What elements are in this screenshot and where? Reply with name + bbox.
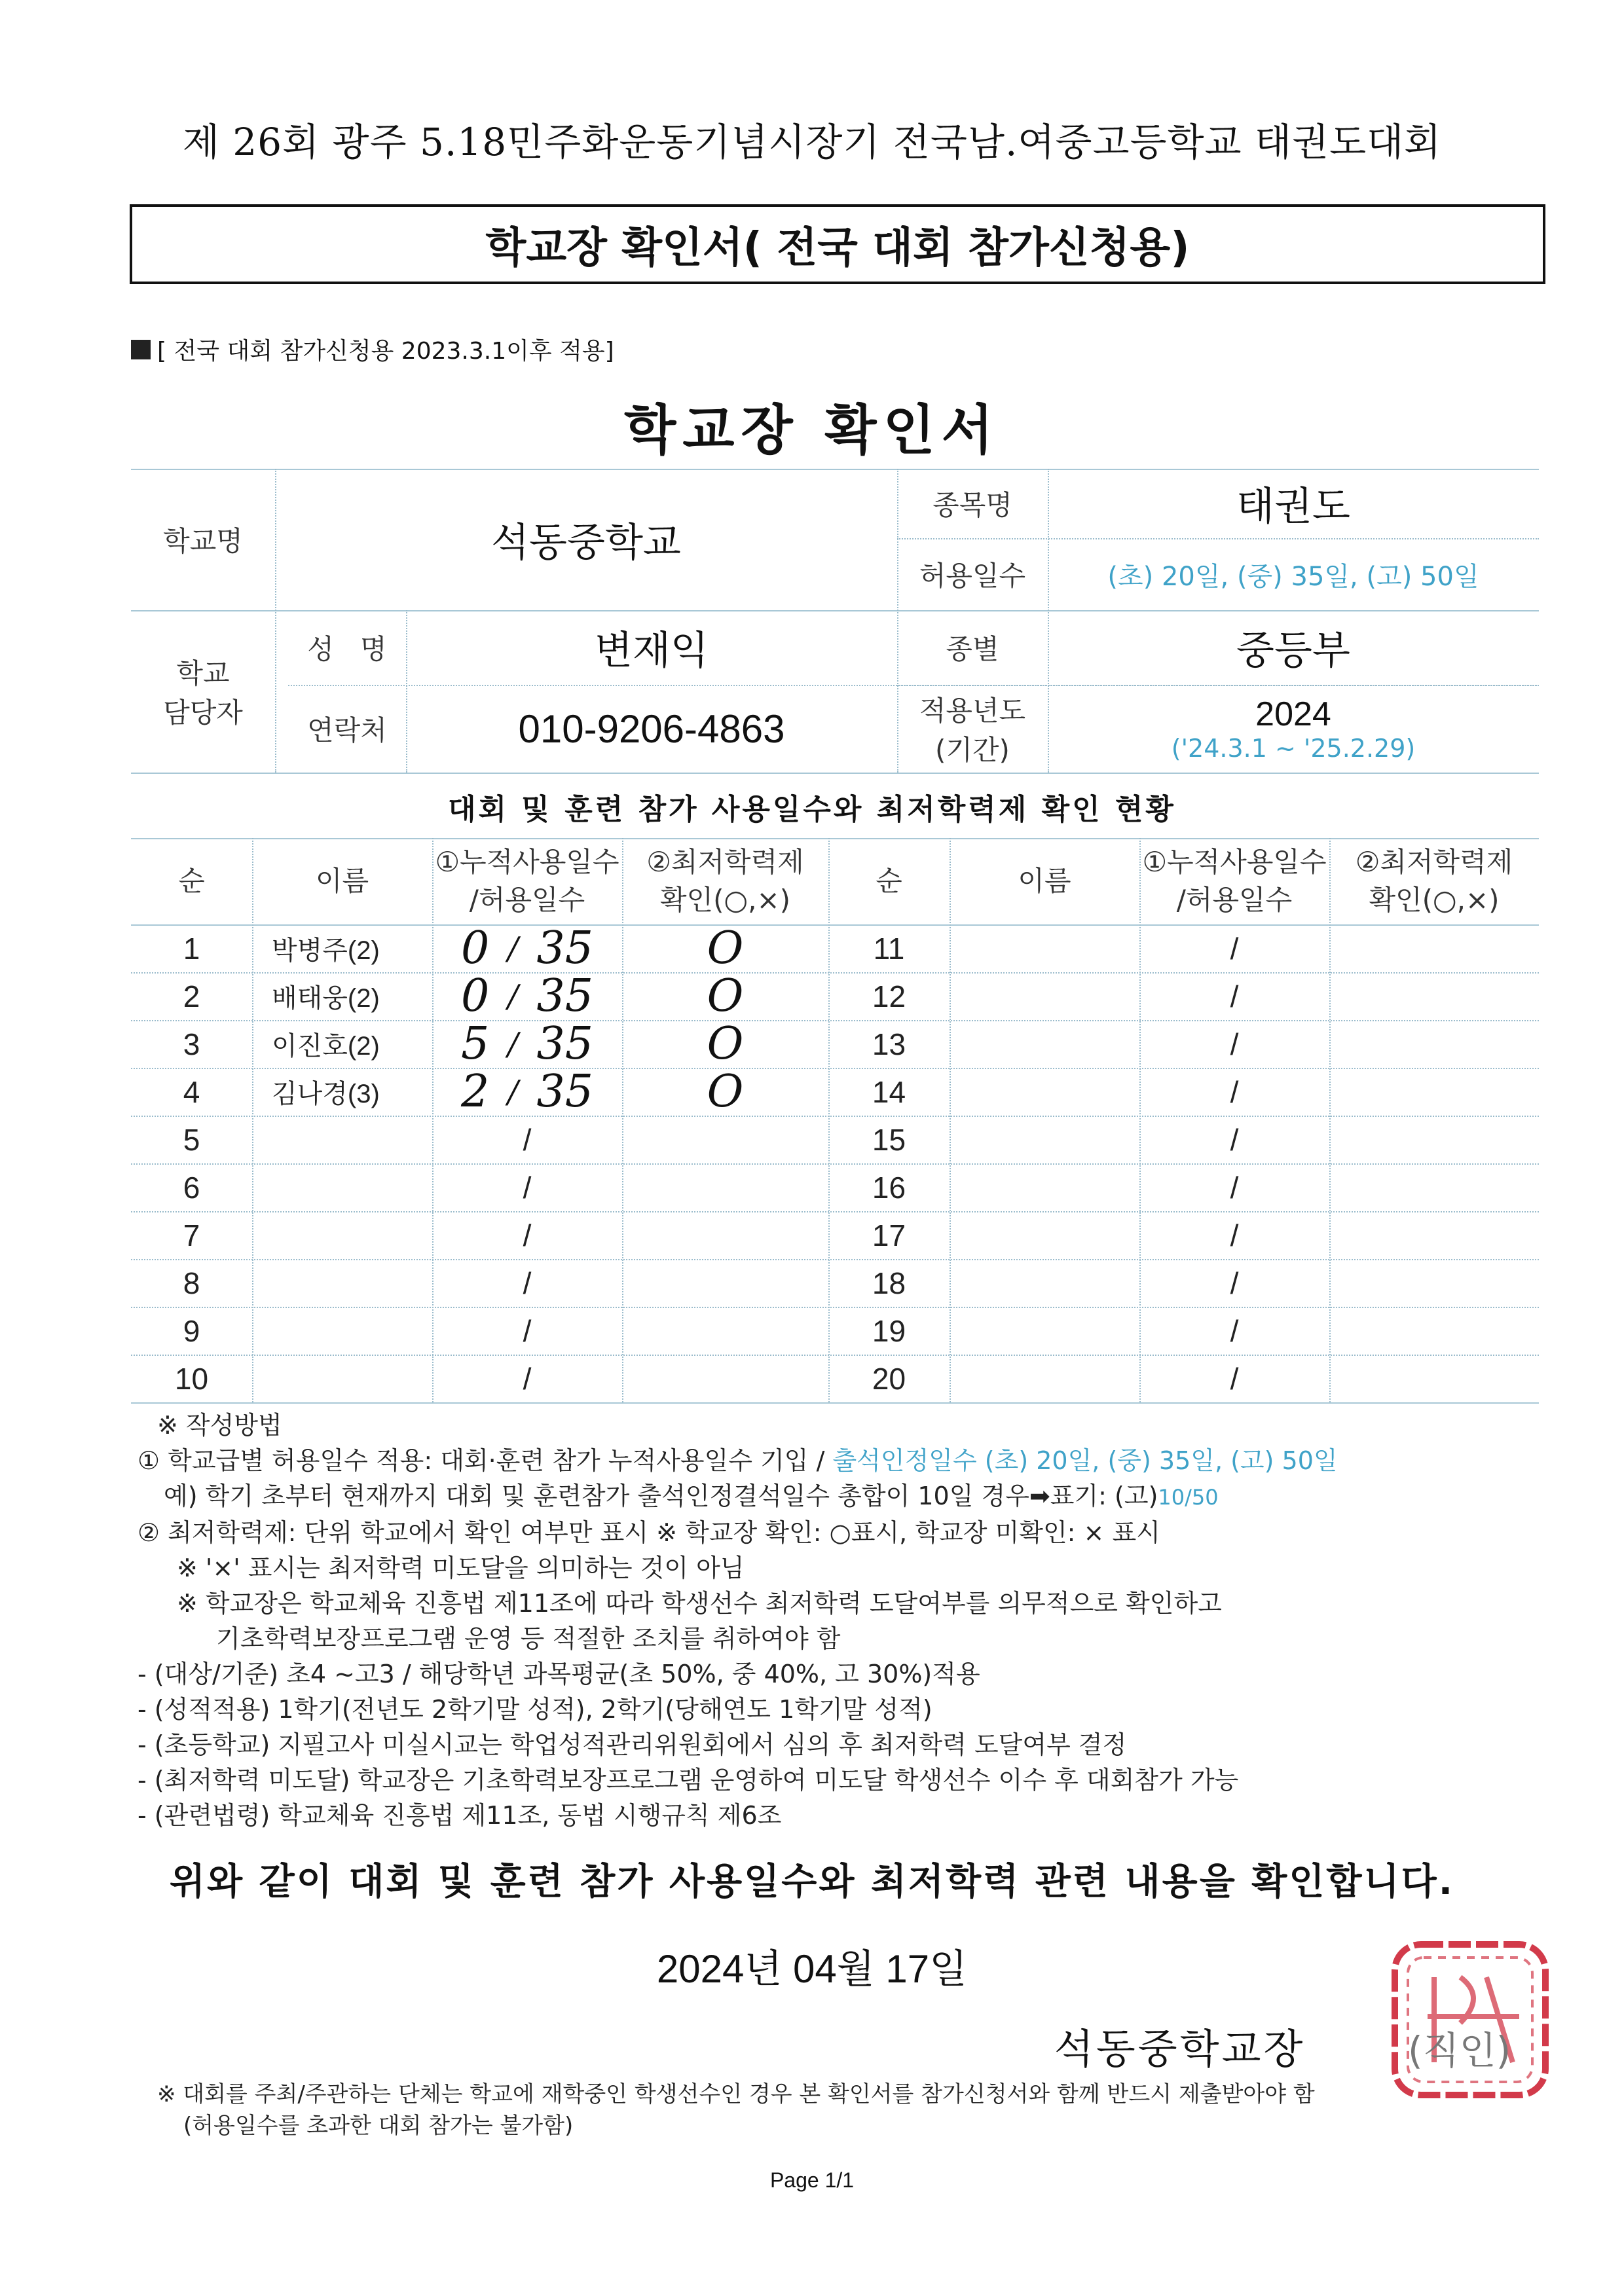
col-header-no: 순 [178,865,205,897]
col-header-days [432,838,622,924]
writing-instructions [138,1408,1565,1833]
days-separator-right: / [1230,1266,1239,1300]
instructions-title: ※ 작성방법 [157,1411,282,1440]
min-academic-check: O [707,1066,744,1118]
applicable-year: 2024 [1255,695,1331,733]
row-number-right: 20 [872,1361,906,1396]
col-header-min-right-line-2: 확인(○,×) [1369,884,1500,916]
footnote-line-1: ※ 대회를 주최/주관하는 단체는 학교에 재학중인 학생선수인 경우 본 확인서를 참가신청서와 함께 반드시 제출받아야 함 [157,2081,1315,2107]
col-header-name-right: 이름 [1018,865,1071,897]
min-academic-check: O [707,970,744,1022]
staff-name-value: 변재익 [595,629,709,672]
col-header-min-right-line-1: ②최저학력제 [1355,846,1513,878]
student-name: 배태웅(2) [272,984,380,1013]
allowed-days-value: (초) 20일, (중) 35일, (고) 50일 [1107,561,1479,592]
col-header-min-academic [622,838,828,924]
row-number-right: 16 [872,1170,906,1205]
attendance-days-note: 출석인정일수 (초) 20일, (중) 35일, (고) 50일 [832,1446,1338,1475]
staff-label-line-2: 담당자 [163,697,243,729]
year-label-line-1: 적용년도 [919,695,1026,727]
days-separator: / [523,1313,532,1348]
row-number: 7 [183,1218,200,1252]
days-separator-right: / [1230,1218,1239,1252]
days-separator: / [507,930,519,967]
days-separator-right: / [1230,1361,1239,1396]
contact-value: 010-9206-4863 [518,706,785,751]
days-used [432,1068,622,1116]
instruction-line: ② 최저학력제: 단위 학교에서 확인 여부만 표시 ※ 학교장 확인: ○표시, 학교장 미확인: × 표시 [138,1518,1160,1547]
days-separator: / [523,1361,532,1396]
col-header-no-right: 순 [876,865,902,897]
competition-title: 제 26회 광주 5.18민주화운동기념시장기 전국남.여중고등학교 태권도대회 [182,120,1442,164]
applicability-note-text: [ 전국 대회 참가신청용 2023.3.1이후 적용] [157,338,614,365]
row-number-right: 17 [872,1218,906,1252]
instruction-line [138,1443,1565,1478]
square-bullet-icon [131,340,151,359]
instruction-line: 기초학력보장프로그램 운영 등 적절한 조치를 취하여야 함 [216,1624,841,1653]
used-days-value: 0 [461,970,490,1022]
status-heading: 대회 및 훈련 참가 사용일수와 최저학력제 확인 현황 [448,793,1176,826]
school-name-label: 학교명 [163,525,243,557]
instruction-text: 예) 학기 초부터 현재까지 대회 및 훈련참가 출석인정결석일수 총합이 10일 경우➡표기: (고) [164,1482,1158,1510]
year-label-line-2: (기간) [935,734,1010,766]
category-value: 중등부 [1236,629,1350,672]
row-number: 8 [183,1266,200,1300]
row-number-right: 13 [872,1027,906,1061]
allowed-days-cell: 35 [536,970,593,1022]
school-name-value: 석동중학교 [491,520,681,564]
row-number: 5 [183,1122,200,1157]
days-separator-right: / [1230,979,1239,1013]
instruction-line: - (대상/기준) 초4 ~고3 / 해당학년 과목평균(초 50%, 중 40%, 고 30%)적용 [138,1660,980,1688]
instruction-line: - (관련법령) 학교체육 진흥법 제11조, 동법 시행규칙 제6조 [138,1801,782,1830]
days-used [432,972,622,1020]
days-used [432,924,622,972]
document-title-box [130,204,1545,284]
col-header-days-line-2: /허용일수 [469,884,585,916]
seal-placeholder: (직인) [1408,2028,1511,2073]
col-header-name: 이름 [315,865,369,897]
col-header-min-line-2: 확인(○,×) [659,884,791,916]
row-number-right: 18 [872,1266,906,1300]
days-separator-right: / [1230,1027,1239,1061]
used-days-value: 2 [461,1066,490,1118]
row-number: 2 [183,979,200,1013]
applicable-period: ('24.3.1 ~ '25.2.29) [1171,734,1416,763]
allowed-days-cell: 35 [536,1066,593,1118]
col-header-days-line-1: ①누적사용일수 [435,846,619,878]
used-days-value: 5 [461,1018,490,1070]
principal-signature: 석동중학교장 [1054,2025,1306,2073]
category-label: 종별 [946,633,999,665]
row-number-right: 12 [872,979,906,1013]
sport-label: 종목명 [932,489,1012,521]
year-value [1048,685,1539,773]
row-number: 1 [183,931,200,966]
allowed-days-cell: 35 [536,1018,593,1070]
row-number-right: 14 [872,1074,906,1109]
days-separator: / [507,977,519,1015]
days-used [432,1020,622,1068]
days-separator: / [507,1025,519,1063]
days-separator: / [523,1218,532,1252]
instruction-text: ① 학교급별 허용일수 적용: 대회·훈련 참가 누적사용일수 기입 / [138,1446,833,1475]
student-name: 박병주(2) [272,936,380,965]
days-separator-right: / [1230,1122,1239,1157]
allowed-days-cell: 35 [536,922,593,974]
contact-label: 연락처 [307,714,387,746]
row-number: 3 [183,1027,200,1061]
days-separator: / [523,1122,532,1157]
days-separator-right: / [1230,1170,1239,1205]
col-header-days-right-line-1: ①누적사용일수 [1142,846,1327,878]
row-number-right: 11 [873,931,905,966]
allowed-days-label: 허용일수 [919,560,1026,592]
col-header-min-right [1329,838,1539,924]
days-separator-right: / [1230,1313,1239,1348]
document-title: 학교장 확인서( 전국 대회 참가신청용) [485,224,1190,272]
instruction-line: ※ '×' 표시는 최저학력 미도달을 의미하는 것이 아님 [177,1554,745,1582]
row-number-right: 15 [872,1122,906,1157]
col-header-days-right-line-2: /허용일수 [1176,884,1293,916]
col-header-days-right [1139,838,1329,924]
applicability-note [131,333,614,366]
footnote [157,2079,1572,2141]
col-header-min-line-1: ②최저학력제 [646,846,804,878]
row-number: 10 [174,1361,209,1396]
days-separator: / [523,1170,532,1205]
footnote-line-2: (허용일수를 초과한 대회 참가는 불가함) [183,2113,574,2139]
min-academic-check: O [707,922,744,974]
row-number-right: 19 [872,1313,906,1348]
confirmation-statement: 위와 같이 대회 및 훈련 참가 사용일수와 최저학력 관련 내용을 확인합니다. [169,1861,1455,1903]
staff-label-line-1: 학교 [176,657,230,689]
instruction-line: - (성적적용) 1학기(전년도 2학기말 성적), 2학기(당해연도 1학기말 성적) [138,1695,932,1724]
example-notation: 10/50 [1158,1485,1219,1510]
staff-name-label: 성 명 [307,633,387,665]
instruction-line: ※ 학교장은 학교체육 진흥법 제11조에 따라 학생선수 최저학력 도달여부를 의무적으로 확인하고 [177,1589,1222,1618]
days-separator: / [507,1073,519,1110]
min-academic-check: O [707,1018,744,1070]
form-title: 학교장 확인서 [624,399,1000,462]
sport-value: 태권도 [1236,484,1350,528]
instruction-line [164,1478,1565,1515]
days-separator: / [523,1266,532,1300]
row-number: 9 [183,1313,200,1348]
days-separator-right: / [1230,1074,1239,1109]
instruction-line: - (최저학력 미도달) 학교장은 기초학력보장프로그램 운영하여 미도달 학생선수 이수 후 대회참가 가능 [138,1766,1239,1795]
year-label [897,685,1048,773]
instruction-line: - (초등학교) 지필고사 미실시교는 학업성적관리위원회에서 심의 후 최저학력 도달여부 결정 [138,1730,1127,1759]
row-number: 6 [183,1170,200,1205]
issue-date: 2024년 04월 17일 [656,1947,968,1991]
staff-label [131,610,275,773]
row-number: 4 [183,1074,200,1109]
days-separator-right: / [1230,931,1239,966]
student-name: 이진호(2) [272,1032,380,1061]
used-days-value: 0 [461,922,490,974]
page-number: Page 1/1 [769,2168,855,2192]
student-name: 김나경(3) [272,1080,380,1108]
